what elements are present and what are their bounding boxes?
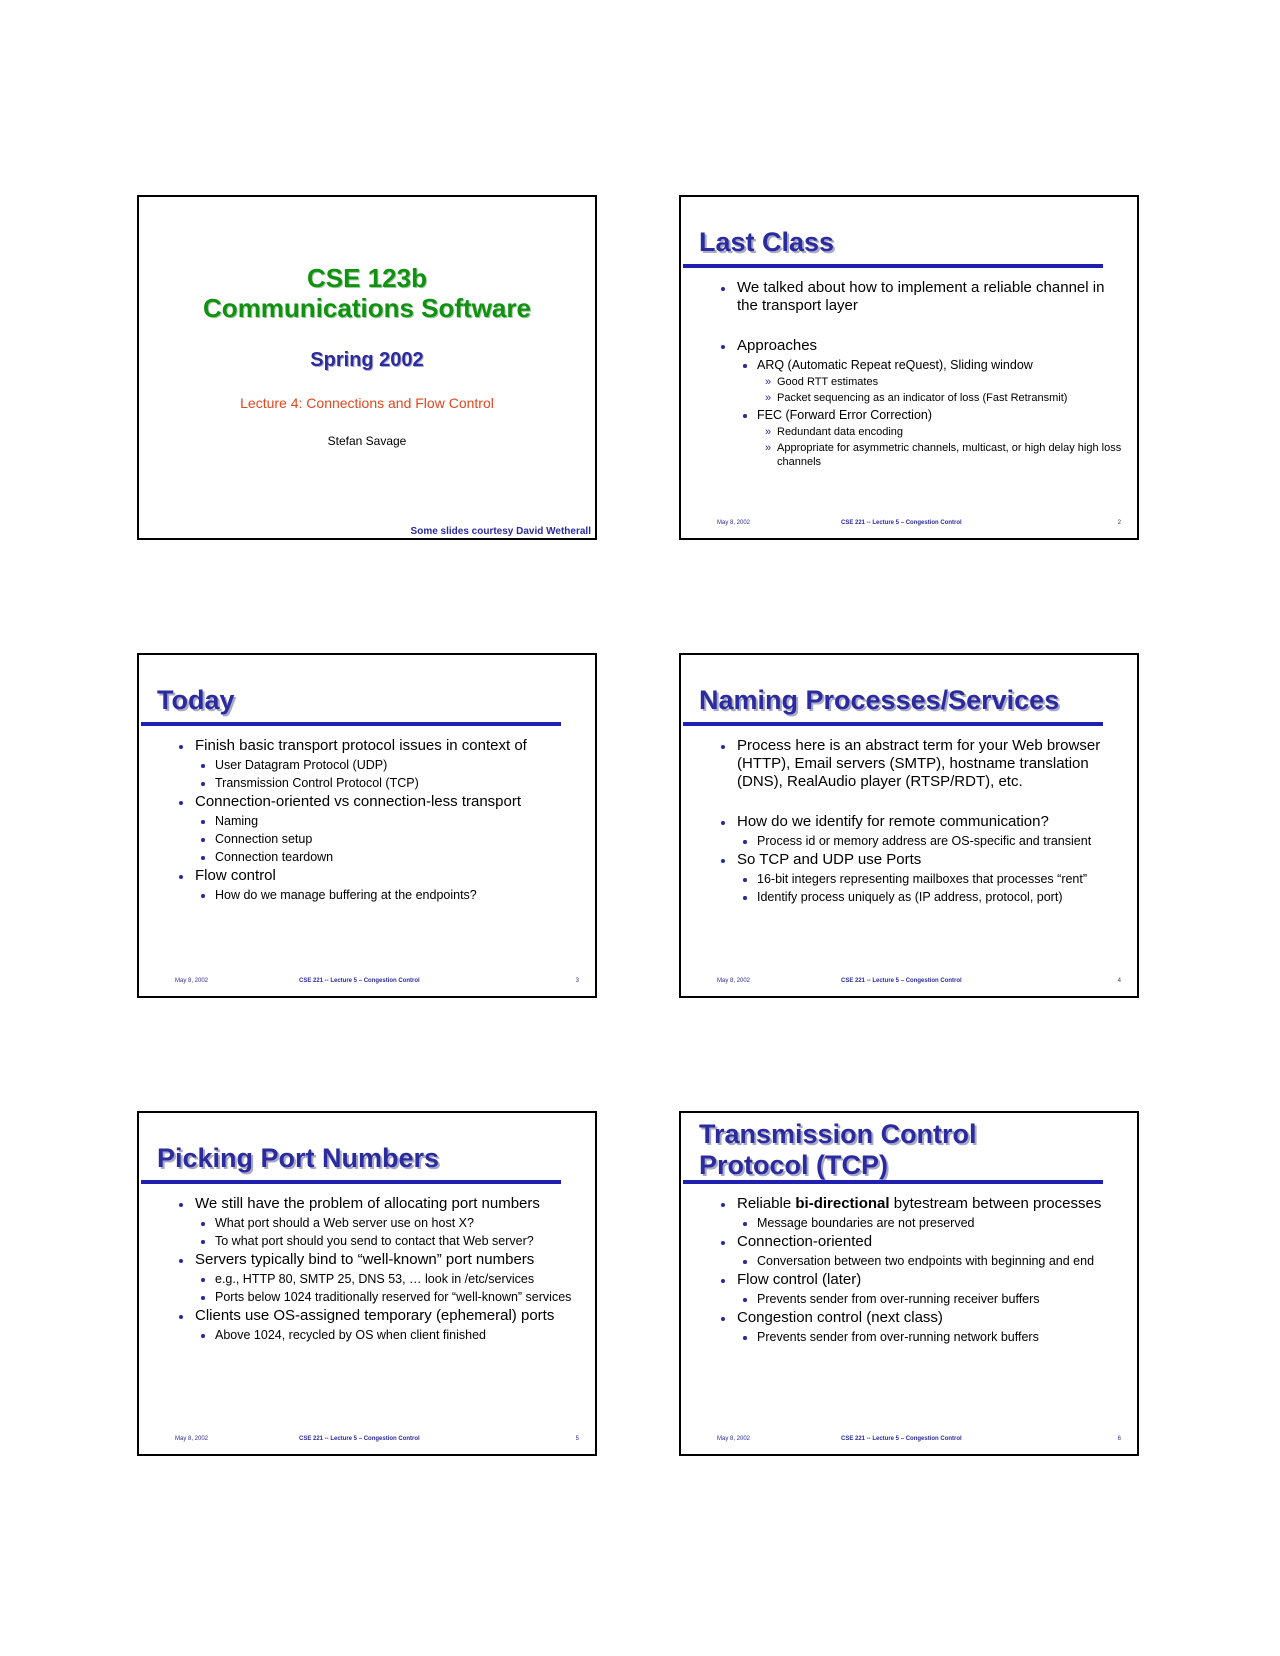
- footer-course: CSE 221 -- Lecture 5 – Congestion Control: [299, 1436, 420, 1442]
- slide-number: 5: [575, 1436, 579, 1442]
- footer-course: CSE 221 -- Lecture 5 – Congestion Control: [841, 1436, 962, 1442]
- slide-3: [137, 653, 597, 998]
- bullet: Approaches: [719, 337, 1123, 355]
- bullet: Clients use OS-assigned temporary (ephemeral) ports: [177, 1307, 581, 1325]
- bullet: Flow control: [177, 867, 581, 885]
- bullet: Connection-oriented: [719, 1233, 1123, 1251]
- sub-bullet: How do we manage buffering at the endpoints?: [177, 887, 581, 903]
- courtesy-note: Some slides courtesy David Wetherall: [410, 526, 591, 537]
- footer-date: May 8, 2002: [717, 1436, 751, 1442]
- sub-bullet: 16-bit integers representing mailboxes that processes “rent”: [719, 871, 1123, 887]
- footer-course: CSE 221 -- Lecture 5 – Congestion Control: [299, 978, 420, 984]
- sub-bullet: Transmission Control Protocol (TCP): [177, 775, 581, 791]
- slide-4: [679, 653, 1139, 998]
- lecture-title: Lecture 4: Connections and Flow Control: [240, 395, 494, 411]
- bullet: Process here is an abstract term for your Web browser (HTTP), Email servers (SMTP), hostname translation (DNS), RealAudio player (RTSP/RDT), etc.: [719, 737, 1123, 791]
- slide-title: Picking Port Numbers: [157, 1143, 440, 1173]
- sub-bullet: What port should a Web server use on host X?: [177, 1215, 581, 1231]
- bullet: Flow control (later): [719, 1271, 1123, 1289]
- slide-1: [137, 195, 597, 540]
- slide-number: 6: [1117, 1436, 1121, 1442]
- slide-number: 2: [1117, 520, 1121, 526]
- author-name: Stefan Savage: [327, 434, 407, 448]
- slide-5: [137, 1111, 597, 1456]
- slide-title: Naming Processes/Services: [699, 685, 1060, 715]
- slide-bullets: [177, 737, 581, 905]
- bullet-emphasis: bi-directional: [795, 1195, 890, 1212]
- slide-bullets: [719, 1195, 1123, 1347]
- footer-date: May 8, 2002: [717, 520, 751, 526]
- title-rule: [141, 722, 561, 726]
- sub-sub-bullet: » Appropriate for asymmetric channels, multicast, or high delay high loss channels: [719, 441, 1123, 469]
- bullet-text: bytestream between processes: [889, 1195, 1102, 1212]
- sub-sub-bullet: » Redundant data encoding: [719, 425, 1123, 439]
- bullet: Connection-oriented vs connection-less transport: [177, 793, 581, 811]
- title-rule: [141, 1180, 561, 1184]
- sub-bullet: Prevents sender from over-running receiver buffers: [719, 1291, 1123, 1307]
- footer-course: CSE 221 -- Lecture 5 – Congestion Control: [841, 520, 962, 526]
- footer-date: May 8, 2002: [175, 978, 209, 984]
- sub-bullet: Above 1024, recycled by OS when client finished: [177, 1327, 581, 1343]
- bullet: We talked about how to implement a reliable channel in the transport layer: [719, 279, 1123, 315]
- course-title-line1: CSE 123b: [307, 263, 427, 293]
- slide-title-line1: Transmission Control: [699, 1119, 977, 1149]
- slide-title: Today: [157, 685, 235, 715]
- slide-title: Last Class: [699, 227, 835, 257]
- sub-bullet: Conversation between two endpoints with beginning and end: [719, 1253, 1123, 1269]
- bullet: So TCP and UDP use Ports: [719, 851, 1123, 869]
- bullet: We still have the problem of allocating port numbers: [177, 1195, 581, 1213]
- title-rule: [683, 1180, 1103, 1184]
- footer-date: May 8, 2002: [175, 1436, 209, 1442]
- sub-bullet: e.g., HTTP 80, SMTP 25, DNS 53, … look in /etc/services: [177, 1271, 581, 1287]
- footer-date: May 8, 2002: [717, 978, 751, 984]
- sub-bullet: To what port should you send to contact that Web server?: [177, 1233, 581, 1249]
- slide-bullets: [719, 737, 1123, 907]
- bullet: Congestion control (next class): [719, 1309, 1123, 1327]
- slide-number: 4: [1117, 978, 1121, 984]
- sub-bullet: Process id or memory address are OS-specific and transient: [719, 833, 1123, 849]
- title-rule: [683, 722, 1103, 726]
- sub-bullet: Naming: [177, 813, 581, 829]
- bullet: [719, 1195, 1123, 1213]
- slide-title: [699, 1119, 1119, 1181]
- bullet: Servers typically bind to “well-known” port numbers: [177, 1251, 581, 1269]
- sub-bullet: Connection teardown: [177, 849, 581, 865]
- slide-title-line2: Protocol (TCP): [699, 1150, 888, 1180]
- bullet: How do we identify for remote communication?: [719, 813, 1123, 831]
- sub-bullet: Ports below 1024 traditionally reserved for “well-known” services: [177, 1289, 581, 1305]
- slide-6: [679, 1111, 1139, 1456]
- bullet-text: Reliable: [737, 1195, 796, 1212]
- slide-2: [679, 195, 1139, 540]
- sub-bullet: FEC (Forward Error Correction): [719, 407, 1123, 423]
- sub-bullet: Identify process uniquely as (IP address, protocol, port): [719, 889, 1123, 905]
- sub-bullet: Prevents sender from over-running network buffers: [719, 1329, 1123, 1345]
- sub-sub-bullet: » Packet sequencing as an indicator of loss (Fast Retransmit): [719, 391, 1123, 405]
- title-rule: [683, 264, 1103, 268]
- sub-bullet: ARQ (Automatic Repeat reQuest), Sliding window: [719, 357, 1123, 373]
- footer-course: CSE 221 -- Lecture 5 – Congestion Control: [841, 978, 962, 984]
- slide-number: 3: [575, 978, 579, 984]
- sub-bullet: User Datagram Protocol (UDP): [177, 757, 581, 773]
- sub-sub-bullet: » Good RTT estimates: [719, 375, 1123, 389]
- course-title: [139, 263, 595, 323]
- slide-bullets: [719, 279, 1123, 471]
- course-title-line2: Communications Software: [203, 293, 531, 323]
- term-subtitle: Spring 2002: [310, 349, 424, 371]
- slide-bullets: [177, 1195, 581, 1345]
- sub-bullet: Message boundaries are not preserved: [719, 1215, 1123, 1231]
- bullet: Finish basic transport protocol issues in context of: [177, 737, 581, 755]
- sub-bullet: Connection setup: [177, 831, 581, 847]
